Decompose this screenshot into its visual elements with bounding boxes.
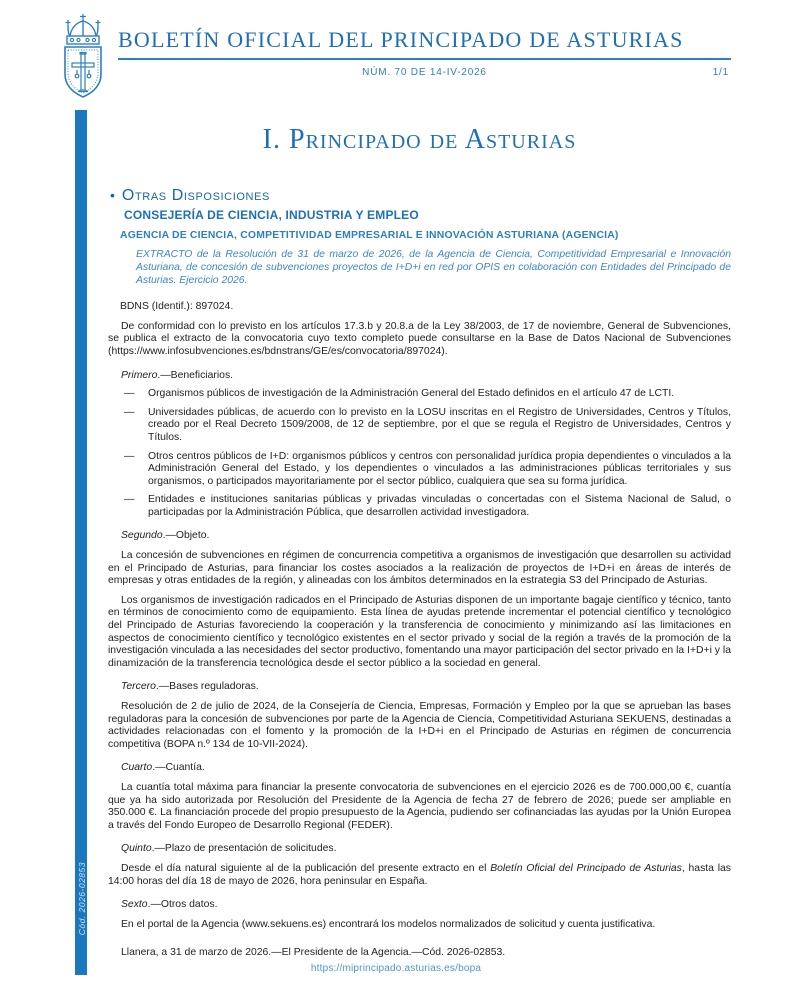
dash-marker: — <box>124 406 135 418</box>
paragraph-text: , hasta las 14:00 horas del día 18 de mayo de 2026, hora peninsular en España. <box>108 862 731 887</box>
page-number: 1/1 <box>712 67 729 78</box>
section-heading-sexto <box>121 899 731 912</box>
bdns-identifier: BDNS (Identif.): 897024. <box>120 301 234 313</box>
list-item-text: Entidades e instituciones sanitarias públicas y privadas vinculadas o concertadas con el Sistema Nacional de Salud, o participadas por la Administración Pública, que desarrollen actividad investigadora. <box>148 494 731 518</box>
dash-marker: — <box>124 388 135 400</box>
dash-marker: — <box>124 494 135 506</box>
section-paragraph <box>108 863 731 888</box>
category-heading: Otras Disposiciones <box>121 186 270 204</box>
spine-bar <box>75 110 87 975</box>
agency-heading: AGENCIA DE CIENCIA, COMPETITIVIDAD EMPRESARIAL E INNOVACIÓN ASTURIANA (AGENCIA) <box>120 229 619 241</box>
section-i-title: I. Principado de Asturias <box>262 124 577 155</box>
crown-arches <box>68 21 98 36</box>
section-subject: .—Cuantía. <box>152 762 205 774</box>
section-heading-quinto <box>121 843 731 856</box>
header-main <box>118 12 731 107</box>
issue-number: NÚM. 70 DE 14-IV-2026 <box>362 67 487 78</box>
section-paragraph: La cuantía total máxima para financiar la presente convocatoria de subvenciones en el ejercicio 2026 es de 700.000,00 €, cuantía que ya ha sido autorizada por Resolución del Presidente de la Agencia de fecha 27 de febrero de 2026; puede ser ampliable en 350.000 €. La financiación procede del propio presupuesto de la Agencia, pudiendo ser cofinanciadas las ayudas por la Unión Europea a través del Fondo Europeo de Desarrollo Regional (FEDER). <box>108 781 731 831</box>
section-heading-segundo <box>121 530 731 543</box>
section-paragraph: La concesión de subvenciones en régimen de concurrencia competitiva a organismos de investigación que desarrollen su actividad en el Principado de Asturias, para financiar los costes asociados a la realización de proyectos de I+D+i en áreas de interés de empresas y otras entidades de la región, y alineadas con los ámbitos determinados en la estrategia S3 del Principado de Asturias. <box>108 550 731 587</box>
list-item-text: Universidades públicas, de acuerdo con lo previsto en la LOSU inscritas en el Registro de Universidades, Centros y Títulos, creado por el Real Decreto 1509/2008, de 12 de septiembre, por el que se regula el Registro de Universidades, Centros y Títulos. <box>148 406 731 443</box>
section-subject: .—Beneficiarios. <box>157 369 234 381</box>
cross-of-victory <box>72 53 94 92</box>
bulletin-name-italic: Boletín Oficial del Principado de Asturias <box>490 862 682 874</box>
section-paragraph: Los organismos de investigación radicados en el Principado de Asturias disponen de un importante bagaje científico y técnico, tanto en términos de conocimiento como de equipamiento. Esta línea de ayudas pretende incrementar el potencial científico y tecnológico del Principado de Asturias favoreciendo la cooperación y la transferencia de conocimiento y minimizando así las limitaciones en aspectos de conocimiento científico y tecnológico existentes en el sector privado y social de la región a través de la promoción de la investigación vinculada a las necesidades del sector productivo, fomentando una mayor participación del sector privado en la I+D+i y la dinamización de la transferencia tecnológica desde el sector público a la sociedad en general. <box>108 594 731 669</box>
intro-paragraph: De conformidad con lo previsto en los artículos 17.3.b y 20.8.a de la Ley 38/2003, de 17 de noviembre, General de Subvenciones, se publica el extracto de la convocatoria cuyo texto completo puede consultarse en la Base de Datos Nacional de Subvenciones (https://www.infosubvenciones.es/bdnstrans/GE/es/convocatoria/897024). <box>108 320 731 357</box>
header-divider <box>118 58 731 60</box>
asturias-coat-of-arms-icon <box>58 12 110 107</box>
page-header <box>58 12 731 107</box>
department-heading: CONSEJERÍA DE CIENCIA, INDUSTRIA Y EMPLEO <box>124 208 419 223</box>
bopa-url-link[interactable]: https://miprincipado.asturias.es/bopa <box>310 963 482 974</box>
section-heading-tercero <box>121 681 731 694</box>
list-item-text: Organismos públicos de investigación de la Administración General del Estado definidos en el artículo 47 de LCTI. <box>148 388 675 400</box>
section-subject: .—Objeto. <box>162 530 210 542</box>
document-body <box>108 124 731 960</box>
section-number: Sexto <box>121 899 148 911</box>
section-heading-primero <box>121 370 731 383</box>
extract-summary: EXTRACTO de la Resolución de 31 de marzo de 2026, de la Agencia de Ciencia, Competitividad Empresarial e Innovación Asturiana, de concesión de subvenciones proyectos de I+D+i en red por OPIS en colaboración con Entidades del Principado de Asturias. Ejercicio 2026. <box>136 249 731 286</box>
section-subject: .—Plazo de presentación de solicitudes. <box>151 843 337 855</box>
category-row <box>110 186 731 204</box>
closing-signature: Llanera, a 31 de marzo de 2026.—El Presidente de la Agencia.—Cód. 2026-02853. <box>121 947 506 959</box>
dash-marker: — <box>124 450 135 462</box>
crown-band <box>67 36 99 44</box>
section-subject: .—Otros datos. <box>147 899 218 911</box>
issue-row <box>118 67 731 78</box>
page-footer <box>0 958 792 976</box>
list-item <box>108 407 731 445</box>
section-heading-cuarto <box>121 762 731 775</box>
section-number: Tercero <box>121 681 156 693</box>
section-number: Segundo <box>121 530 163 542</box>
shield-inner-border <box>68 50 98 93</box>
list-item <box>108 494 731 519</box>
spine-code: Cód. 2026-02853 <box>76 861 87 935</box>
section-number: Primero <box>121 369 158 381</box>
section-number: Cuarto <box>121 762 153 774</box>
section-number: Quinto <box>121 843 152 855</box>
section-paragraph: En el portal de la Agencia (www.sekuens.es) encontrará los modelos normalizados de solicitud y cuenta justificativa. <box>121 918 656 930</box>
section-subject: .—Bases reguladoras. <box>155 681 259 693</box>
list-item <box>108 451 731 489</box>
section-paragraph: Resolución de 2 de julio de 2024, de la Consejería de Ciencia, Empresas, Formación y Empleo por la que se aprueban las bases reguladoras para la concesión de subvenciones por parte de la Agencia de Ciencia, Competitividad Asturiana SEKUENS, destinadas a actividades relacionadas con el fomento y la promoción de la I+D+i en el Principado de Asturias en régimen de concurrencia competitiva (BOPA n.º 134 de 10-VII-2024). <box>108 701 731 750</box>
bulletin-masthead: BOLETÍN OFICIAL DEL PRINCIPADO DE ASTURIAS <box>118 27 684 52</box>
list-item-text: Otros centros públicos de I+D: organismos públicos y centros con personalidad jurídica propia dependientes o vinculados a la Administración General del Estado, y los dependientes o vinculados a las administraciones públicas territoriales y sus organismos, o participados mayoritariamente por el sector público, cualquiera que sea su forma jurídica. <box>148 450 731 487</box>
paragraph-text: Desde el día natural siguiente al de la publicación del presente extracto en el <box>121 862 491 874</box>
bullet-icon: • <box>110 186 115 203</box>
crown-jewels <box>70 38 95 41</box>
list-item <box>108 388 731 401</box>
